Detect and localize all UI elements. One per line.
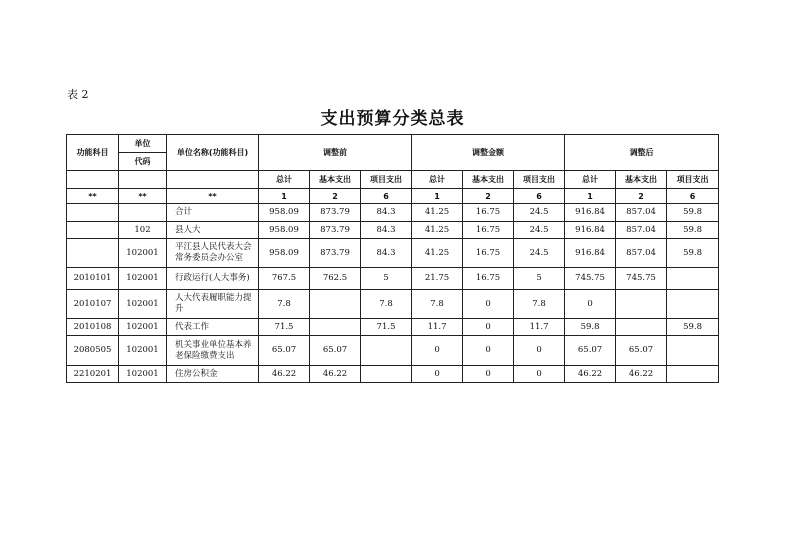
amount-cell: 0 — [463, 290, 514, 319]
table-row — [67, 336, 719, 366]
func-code-cell — [67, 222, 119, 239]
header-after-total: 总计 — [565, 171, 616, 189]
amount-cell — [667, 336, 719, 366]
amount-cell — [667, 268, 719, 290]
amount-cell: 46.22 — [259, 366, 310, 383]
amount-cell: 745.75 — [616, 268, 667, 290]
amount-cell: 958.09 — [259, 239, 310, 268]
index-cell: 1 — [565, 189, 616, 204]
header-adjust: 调整金额 — [412, 135, 565, 171]
amount-cell: 0 — [463, 336, 514, 366]
amount-cell: 958.09 — [259, 204, 310, 222]
amount-cell: 11.7 — [412, 319, 463, 336]
amount-cell: 916.84 — [565, 204, 616, 222]
index-cell: 6 — [667, 189, 719, 204]
index-cell: 6 — [514, 189, 565, 204]
amount-cell: 7.8 — [361, 290, 412, 319]
header-after-project: 项目支出 — [667, 171, 719, 189]
amount-cell — [361, 366, 412, 383]
index-cell: 1 — [259, 189, 310, 204]
header-unit-line2: 代码 — [119, 153, 167, 171]
unit-code-cell: 102001 — [119, 336, 167, 366]
amount-cell — [667, 366, 719, 383]
unit-code-cell — [119, 204, 167, 222]
index-cell: 2 — [616, 189, 667, 204]
amount-cell: 59.8 — [667, 222, 719, 239]
amount-cell: 0 — [412, 366, 463, 383]
amount-cell — [310, 319, 361, 336]
header-empty-cell — [119, 171, 167, 189]
amount-cell: 24.5 — [514, 204, 565, 222]
amount-cell — [361, 336, 412, 366]
header-before: 调整前 — [259, 135, 412, 171]
unit-name-cell: 人大代表履职能力提升 — [167, 290, 259, 319]
table-row — [67, 290, 719, 319]
header-adjust-project: 项目支出 — [514, 171, 565, 189]
index-cell: 1 — [412, 189, 463, 204]
header-empty-cell — [67, 171, 119, 189]
unit-name-cell: 住房公积金 — [167, 366, 259, 383]
table-row — [67, 319, 719, 336]
index-cell: 6 — [361, 189, 412, 204]
table-row — [67, 366, 719, 383]
amount-cell: 46.22 — [616, 366, 667, 383]
star-cell: ** — [167, 189, 259, 204]
amount-cell: 71.5 — [361, 319, 412, 336]
amount-cell: 46.22 — [310, 366, 361, 383]
func-code-cell — [67, 204, 119, 222]
header-before-total: 总计 — [259, 171, 310, 189]
unit-code-cell: 102 — [119, 222, 167, 239]
amount-cell — [616, 290, 667, 319]
amount-cell: 59.8 — [565, 319, 616, 336]
table-row — [67, 268, 719, 290]
amount-cell: 65.07 — [565, 336, 616, 366]
amount-cell: 0 — [514, 336, 565, 366]
amount-cell: 873.79 — [310, 222, 361, 239]
header-func: 功能科目 — [67, 135, 119, 171]
amount-cell: 71.5 — [259, 319, 310, 336]
amount-cell: 65.07 — [259, 336, 310, 366]
table-row — [67, 239, 719, 268]
amount-cell: 84.3 — [361, 222, 412, 239]
amount-cell — [616, 319, 667, 336]
unit-code-cell: 102001 — [119, 366, 167, 383]
header-adjust-total: 总计 — [412, 171, 463, 189]
amount-cell: 11.7 — [514, 319, 565, 336]
amount-cell: 5 — [514, 268, 565, 290]
amount-cell: 745.75 — [565, 268, 616, 290]
amount-cell: 65.07 — [616, 336, 667, 366]
unit-code-cell: 102001 — [119, 290, 167, 319]
header-empty-cell — [167, 171, 259, 189]
amount-cell: 46.22 — [565, 366, 616, 383]
amount-cell: 916.84 — [565, 222, 616, 239]
table-number-label: 表 2 — [67, 88, 89, 101]
func-code-cell — [67, 239, 119, 268]
amount-cell: 762.5 — [310, 268, 361, 290]
table-row — [67, 204, 719, 222]
amount-cell — [667, 290, 719, 319]
index-cell: 2 — [310, 189, 361, 204]
unit-name-cell: 平江县人民代表大会常务委员会办公室 — [167, 239, 259, 268]
amount-cell: 65.07 — [310, 336, 361, 366]
func-code-cell: 2010101 — [67, 268, 119, 290]
amount-cell: 41.25 — [412, 204, 463, 222]
unit-name-cell: 代表工作 — [167, 319, 259, 336]
func-code-cell: 2080505 — [67, 336, 119, 366]
amount-cell: 873.79 — [310, 239, 361, 268]
func-code-cell: 2010107 — [67, 290, 119, 319]
table-body — [67, 204, 719, 383]
func-code-cell: 2210201 — [67, 366, 119, 383]
unit-name-cell: 县人大 — [167, 222, 259, 239]
amount-cell: 0 — [514, 366, 565, 383]
amount-cell: 958.09 — [259, 222, 310, 239]
amount-cell: 21.75 — [412, 268, 463, 290]
amount-cell: 24.5 — [514, 239, 565, 268]
amount-cell: 16.75 — [463, 222, 514, 239]
amount-cell: 0 — [463, 319, 514, 336]
amount-cell: 16.75 — [463, 204, 514, 222]
header-after-basic: 基本支出 — [616, 171, 667, 189]
header-before-basic: 基本支出 — [310, 171, 361, 189]
amount-cell: 41.25 — [412, 239, 463, 268]
amount-cell: 59.8 — [667, 319, 719, 336]
amount-cell: 0 — [463, 366, 514, 383]
page-title: 支出预算分类总表 — [320, 109, 465, 129]
amount-cell: 873.79 — [310, 204, 361, 222]
header-after: 调整后 — [565, 135, 719, 171]
header-adjust-basic: 基本支出 — [463, 171, 514, 189]
amount-cell: 41.25 — [412, 222, 463, 239]
amount-cell: 857.04 — [616, 222, 667, 239]
table-row — [67, 222, 719, 239]
star-cell: ** — [119, 189, 167, 204]
amount-cell: 857.04 — [616, 204, 667, 222]
amount-cell: 7.8 — [259, 290, 310, 319]
amount-cell: 84.3 — [361, 239, 412, 268]
table-header — [67, 135, 719, 204]
amount-cell: 7.8 — [412, 290, 463, 319]
header-before-project: 项目支出 — [361, 171, 412, 189]
amount-cell: 5 — [361, 268, 412, 290]
amount-cell: 59.8 — [667, 204, 719, 222]
unit-name-cell: 行政运行(人大事务) — [167, 268, 259, 290]
unit-code-cell: 102001 — [119, 239, 167, 268]
amount-cell: 7.8 — [514, 290, 565, 319]
amount-cell: 916.84 — [565, 239, 616, 268]
amount-cell: 16.75 — [463, 239, 514, 268]
index-cell: 2 — [463, 189, 514, 204]
star-cell: ** — [67, 189, 119, 204]
unit-name-cell: 合计 — [167, 204, 259, 222]
unit-name-cell: 机关事业单位基本养老保险缴费支出 — [167, 336, 259, 366]
amount-cell: 857.04 — [616, 239, 667, 268]
amount-cell: 24.5 — [514, 222, 565, 239]
amount-cell: 0 — [412, 336, 463, 366]
amount-cell — [310, 290, 361, 319]
amount-cell: 59.8 — [667, 239, 719, 268]
amount-cell: 16.75 — [463, 268, 514, 290]
amount-cell: 0 — [565, 290, 616, 319]
header-unit-name: 单位名称(功能科目) — [167, 135, 259, 171]
budget-table — [66, 134, 719, 383]
unit-code-cell: 102001 — [119, 319, 167, 336]
amount-cell: 84.3 — [361, 204, 412, 222]
unit-code-cell: 102001 — [119, 268, 167, 290]
func-code-cell: 2010108 — [67, 319, 119, 336]
header-unit-line1: 单位 — [119, 135, 167, 153]
amount-cell: 767.5 — [259, 268, 310, 290]
